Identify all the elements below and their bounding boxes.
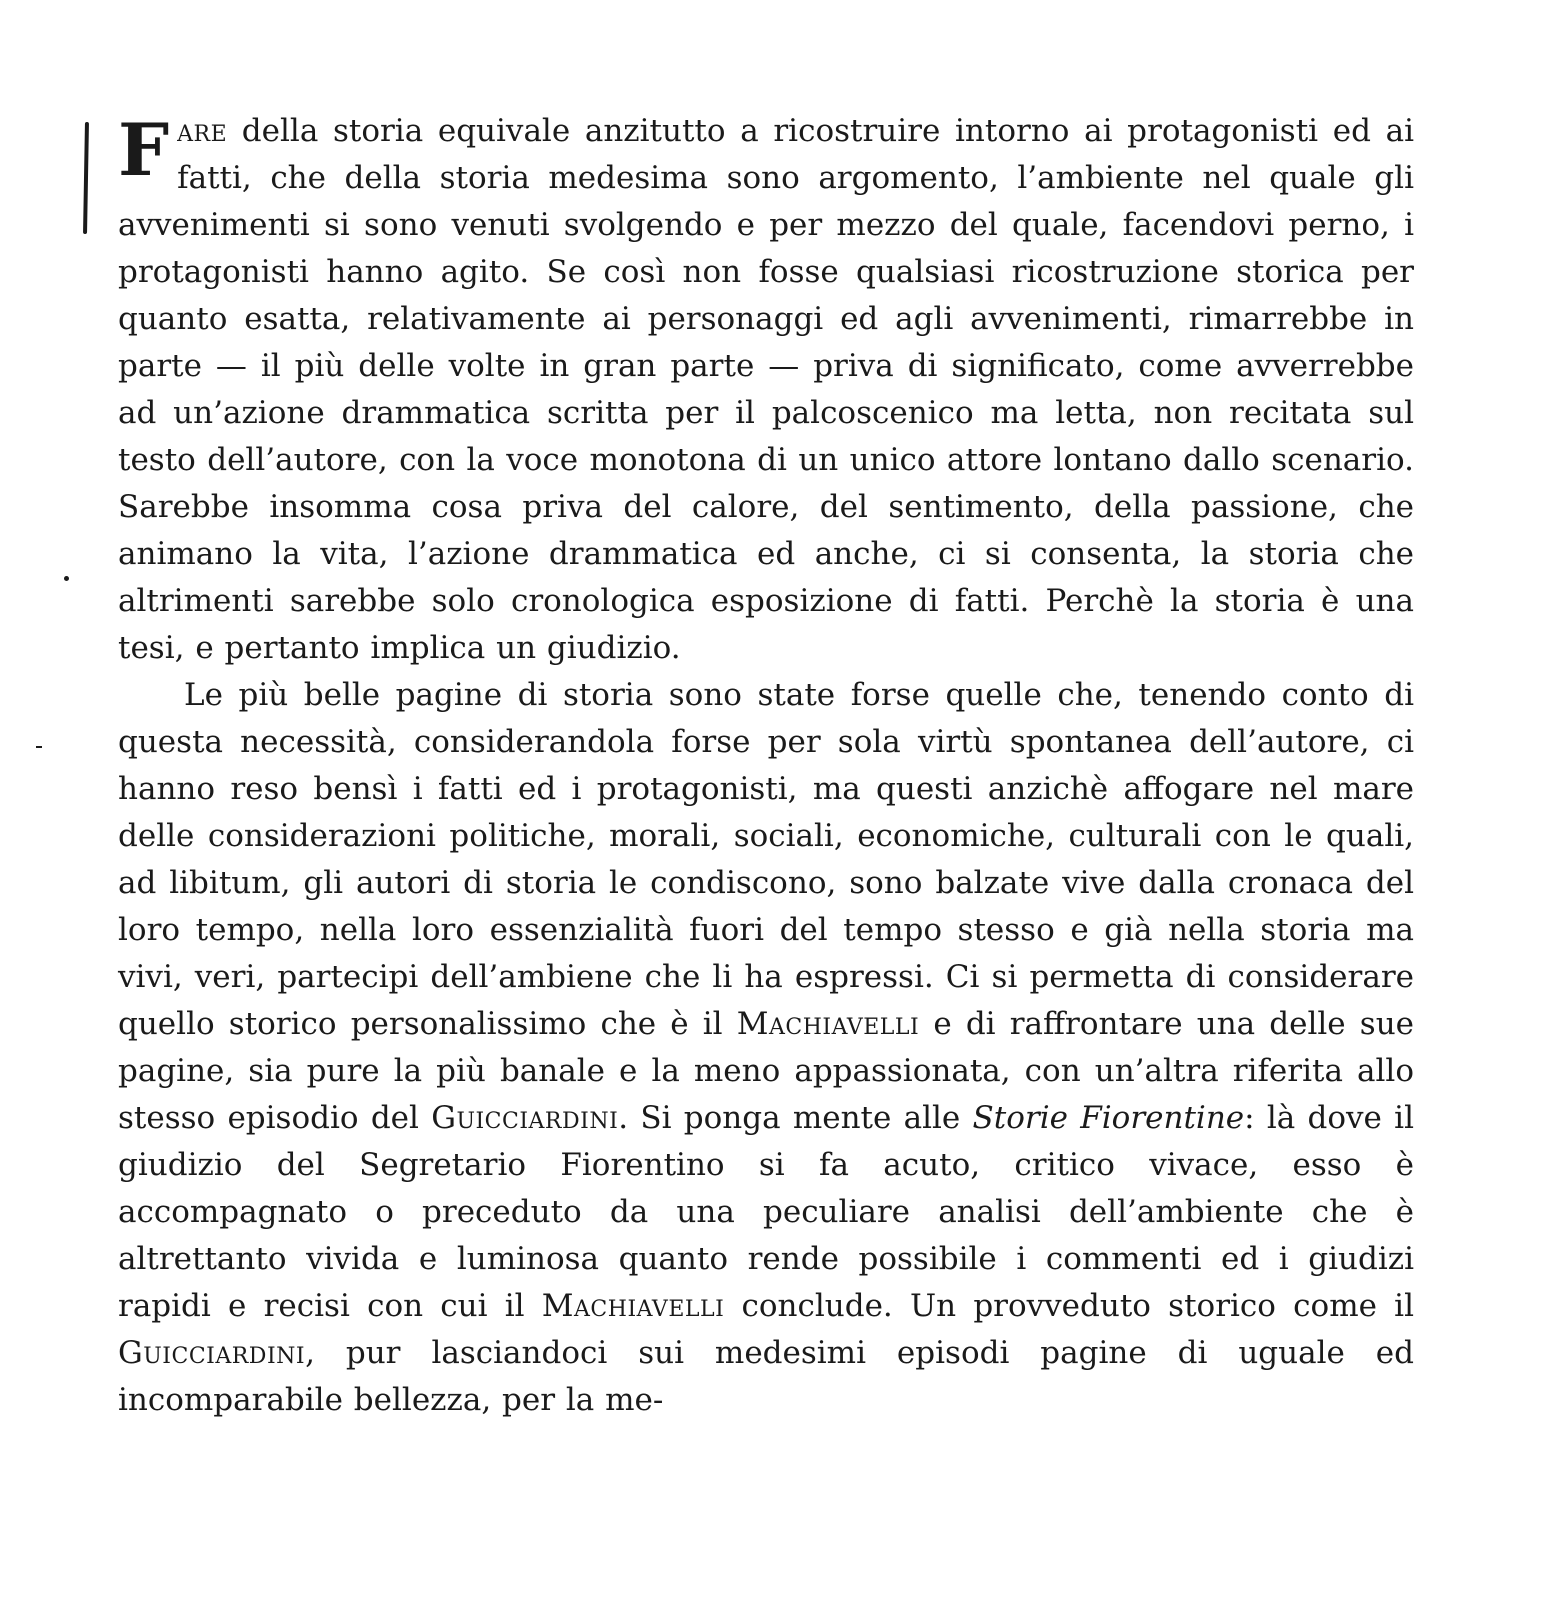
drop-cap: F [118, 107, 170, 192]
margin-dot-mark [64, 576, 69, 581]
paragraph-2-segment: , pur lasciandoci sui medesimi episodi pagine di uguale ed incomparabile bellezza, per la me- [118, 1335, 1414, 1418]
paragraph-2-segment: : là dove il giudizio del Segretario Fiorentino si fa acuto, critico vivace, esso è accompagnato o preceduto da una peculiare analisi dell’ambiente che è altrettanto vivida e luminosa quanto rende possibile i commenti ed i giudizi rapidi e recisi con cui il [118, 1100, 1414, 1324]
author-name-machiavelli: Machiavelli [541, 1288, 725, 1324]
paragraph-2-segment: . Si ponga mente alle [618, 1100, 973, 1136]
opening-word: are [177, 113, 228, 149]
paragraph-2-segment: Le più belle pagine di storia sono state forse quelle che, tenendo conto di questa necessità, considerandola forse per sola virtù spontanea dell’autore, ci hanno reso bensì i fatti ed i protagonisti, ma questi anzichè affogare nel mare delle considerazioni politiche, morali, sociali, economiche, culturali con le quali, ad libitum, gli autori di storia le condiscono, sono balzate vive dalla cronaca del loro tempo, nella loro essenzialità fuori del tempo stesso e già nella storia ma vivi, veri, partecipi dell’ambiene che li ha espressi. Ci si permetta di considerare quello storico personalissimo che è il [118, 677, 1414, 1042]
author-name-guicciardini: Guicciardini [118, 1335, 306, 1371]
margin-pen-mark [83, 122, 89, 234]
paragraph-2-segment: e di raffrontare una delle sue pagine, sia pure la più banale e la meno appassionata, con un’altra riferita allo stesso episodio del [118, 1006, 1415, 1136]
paragraph-1-text: della storia equivale anzitutto a ricostruire intorno ai protagonisti ed ai fatti, che della storia medesima sono argomento, l’ambiente nel quale gli avvenimenti si sono venuti svolgendo e per mezzo del quale, facendovi perno, i protagonisti hanno agito. Se così non fosse qualsiasi ricostruzione storica per quanto esatta, relativamente ai personaggi ed agli avvenimenti, rimarrebbe in parte — il più delle volte in gran parte — priva di significato, come avverrebbe ad un’azione drammatica scritta per il palcoscenico ma letta, non recitata sul testo dell’autore, con la voce monotona di un unico attore lontano dallo scenario. Sarebbe insomma cosa priva del calore, del sentimento, della passione, che animano la vita, l’azione drammatica ed anche, ci si consenta, la storia che altrimenti sarebbe solo cronologica esposizione di fatti. Perchè la storia è una tesi, e pertanto implica un giudizio. [118, 113, 1414, 666]
work-title: Storie Fiorentine [972, 1100, 1245, 1136]
body-text [118, 108, 1414, 1424]
paragraph-2 [118, 672, 1414, 1424]
author-name-machiavelli: Machiavelli [736, 1006, 920, 1042]
margin-dash-mark [36, 746, 42, 748]
author-name-guicciardini: Guicciardini [431, 1100, 619, 1136]
paragraph-2-segment: conclude. Un provveduto storico come il [724, 1288, 1414, 1324]
paragraph-1 [118, 108, 1414, 672]
